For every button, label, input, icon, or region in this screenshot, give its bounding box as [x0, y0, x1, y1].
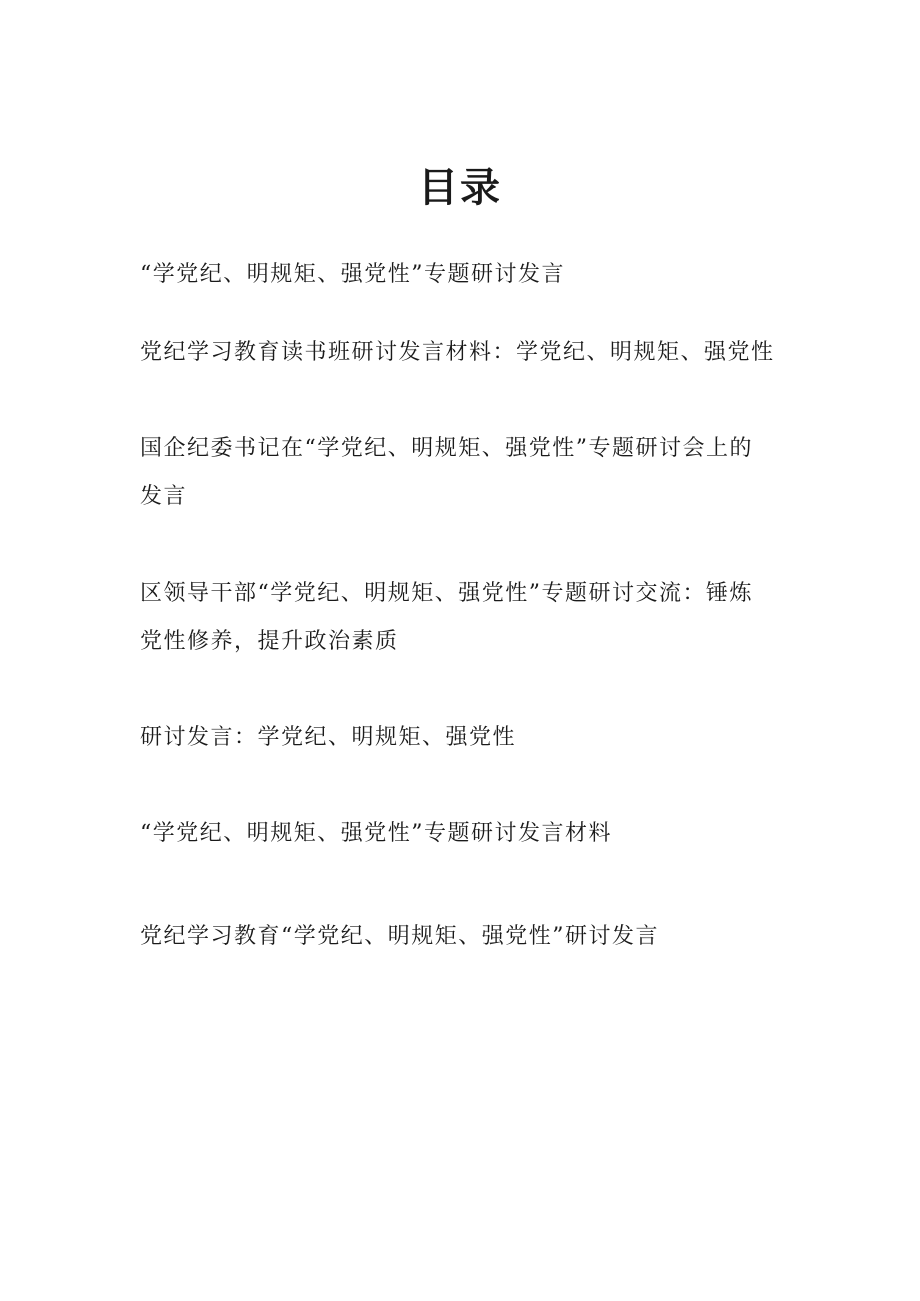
toc-entry-text: 国企纪委书记在“学党纪、明规矩、强党性”专题研讨会上的 [140, 436, 753, 461]
toc-entry-text: “学党纪、明规矩、强党性”专题研讨发言 [140, 262, 565, 287]
toc-entry-1[interactable] [140, 251, 780, 299]
toc-entry-3[interactable] [140, 425, 780, 521]
toc-entry-text: 党纪学习教育读书班研讨发言材料：学党纪、明规矩、强党性 [140, 340, 775, 365]
toc-entry-4[interactable] [140, 570, 780, 666]
toc-entry-text-continued: 党性修养，提升政治素质 [140, 629, 399, 654]
toc-entry-text: 研讨发言：学党纪、明规矩、强党性 [140, 725, 517, 750]
page-title: 目录 [418, 165, 502, 211]
toc-entry-text-continued: 发言 [140, 484, 188, 509]
toc-entry-6[interactable] [140, 810, 780, 858]
toc-entry-2[interactable] [140, 329, 780, 377]
toc-entry-text: 区领导干部“学党纪、明规矩、强党性”专题研讨交流：锤炼 [140, 581, 753, 606]
toc-entry-text: 党纪学习教育“学党纪、明规矩、强党性”研讨发言 [140, 924, 659, 949]
toc-entry-text: “学党纪、明规矩、强党性”专题研讨发言材料 [140, 821, 612, 846]
toc-entry-5[interactable] [140, 714, 780, 762]
toc-entry-7[interactable] [140, 913, 780, 961]
